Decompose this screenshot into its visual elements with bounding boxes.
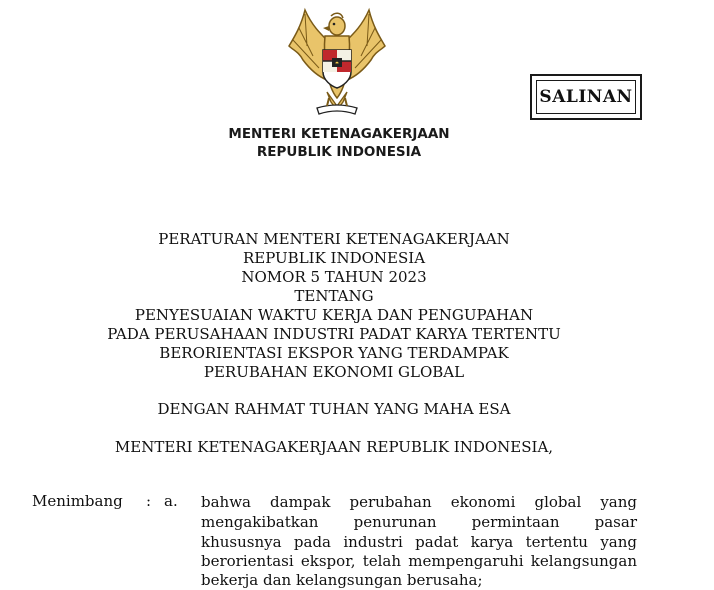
salinan-stamp	[530, 74, 642, 120]
considering-text-line: bahwa dampak perubahan ekonomi global yang	[201, 493, 637, 511]
ministry-heading: MENTERI KETENAGAKERJAAN	[228, 126, 450, 142]
regulation-country: REPUBLIK INDONESIA	[242, 249, 426, 267]
blessing-line: DENGAN RAHMAT TUHAN YANG MAHA ESA	[157, 400, 511, 418]
regulation-subject-line: PENYESUAIAN WAKTU KERJA DAN PENGUPAHAN	[134, 306, 534, 324]
regulation-subject-line: BERORIENTASI EKSPOR YANG TERDAMPAK	[159, 344, 509, 362]
ministry-subheading: REPUBLIK INDONESIA	[256, 144, 422, 160]
considering-item-letter: a.	[164, 492, 178, 510]
considering-text-line: khususnya pada industri padat karya tertentu yang	[201, 533, 637, 551]
considering-text-line: bekerja dan kelangsungan berusaha;	[201, 571, 483, 589]
considering-text-line: berorientasi ekspor, telah mempengaruhi kelangsungan	[201, 552, 637, 570]
considering-text-line: mengakibatkan penurunan permintaan pasar	[201, 513, 637, 531]
garuda-emblem-icon	[283, 6, 391, 118]
considering-colon: :	[146, 492, 152, 510]
issuer-line: MENTERI KETENAGAKERJAAN REPUBLIK INDONESIA,	[114, 438, 554, 456]
considering-label: Menimbang	[32, 492, 123, 510]
regulation-about: TENTANG	[294, 287, 374, 305]
regulation-subject-line: PERUBAHAN EKONOMI GLOBAL	[203, 363, 465, 381]
regulation-title: PERATURAN MENTERI KETENAGAKERJAAN	[158, 230, 510, 248]
stamp-label: SALINAN	[536, 80, 636, 114]
regulation-subject-line: PADA PERUSAHAAN INDUSTRI PADAT KARYA TERTENTU	[107, 325, 561, 343]
regulation-number: NOMOR 5 TAHUN 2023	[241, 268, 427, 286]
